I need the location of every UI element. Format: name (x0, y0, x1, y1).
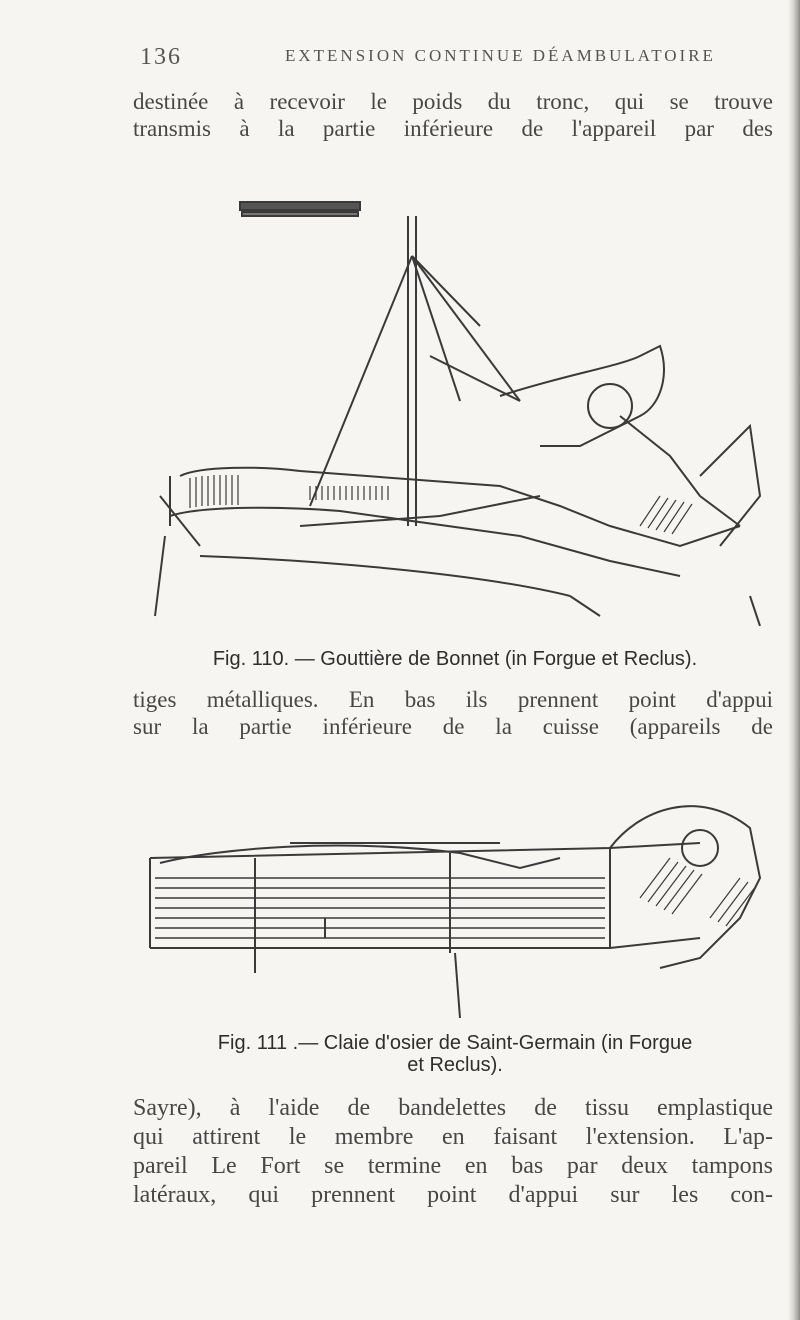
figure-111-illustration (140, 768, 765, 1018)
caption-line: Fig. 111 .— Claie d'osier de Saint-Germain (in Forgue (217, 1032, 693, 1054)
running-head (140, 44, 780, 78)
text-line: Sayre), à l'aide de bandelettes de tissu emplastique (133, 1095, 773, 1121)
paragraph-top (133, 88, 773, 142)
text-line: sur la partie inférieure de la cuisse (appareils de (133, 714, 773, 739)
paragraph-bottom (133, 1094, 773, 1210)
running-title: EXTENSION CONTINUE DÉAMBULATOIRE (285, 46, 716, 65)
text-line: latéraux, qui prennent point d'appui sur les con- (133, 1182, 773, 1208)
figure-111-caption (130, 1032, 780, 1076)
paragraph-middle (133, 686, 773, 740)
text-line: destinée à recevoir le poids du tronc, qui se trouve (133, 89, 773, 114)
text-line: qui attirent le membre en faisant l'extension. L'ap- (133, 1124, 773, 1150)
figure-110-illustration (140, 196, 765, 626)
page-edge-shadow (788, 0, 800, 1320)
text-line: pareil Le Fort se termine en bas par deux tampons (133, 1153, 773, 1179)
page-number: 136 (140, 44, 182, 70)
text-line: transmis à la partie inférieure de l'appareil par des (133, 116, 773, 141)
text-line: tiges métalliques. En bas ils prennent point d'appui (133, 687, 773, 712)
figure-110-caption: Fig. 110. — Gouttière de Bonnet (in Forgue et Reclus). (212, 648, 698, 670)
caption-line: et Reclus). (407, 1054, 503, 1076)
